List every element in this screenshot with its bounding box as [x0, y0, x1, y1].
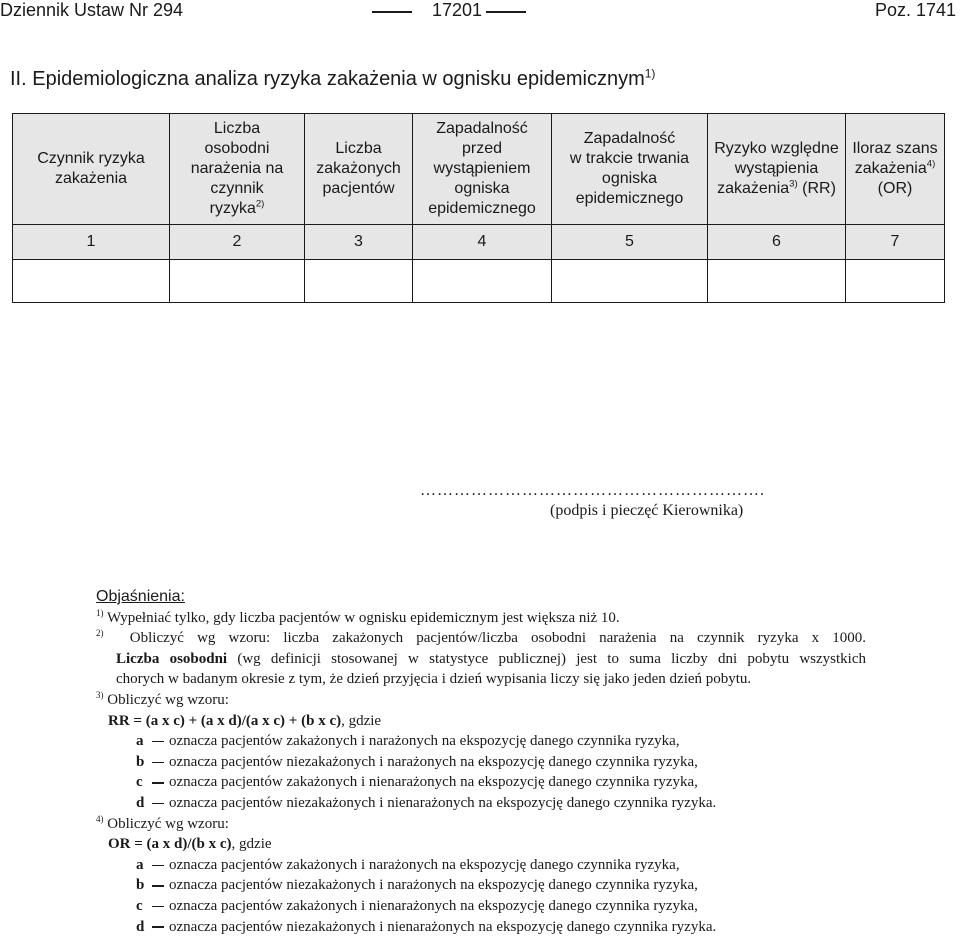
note-2-definition-cont: chorych w badanym okresie z tym, że dzień przyjęcia i dzień wypisania liczy się jako jeden dzień pobytu.	[116, 671, 752, 688]
section-title	[10, 68, 655, 91]
column-number: 3	[305, 225, 413, 260]
note-4-def-b: b oznacza pacjentów niezakażonych i narażonych na ekspozycję danego czynnika ryzyka,	[136, 877, 698, 894]
note-3: $^{3)}$ Obliczyć wg wzoru:	[96, 689, 229, 708]
journal-name: Dziennik Ustaw Nr 294	[0, 0, 184, 20]
page-number-dash-left	[372, 11, 412, 13]
explanatory-notes	[96, 587, 866, 937]
table-entry-row	[13, 260, 945, 303]
note-4-def-c: c oznacza pacjentów zakażonych i nienarażonych na ekspozycję danego czynnika ryzyka,	[136, 897, 698, 914]
section-title-footnote-ref: 1)	[644, 66, 656, 81]
section-title-text: II. Epidemiologiczna analiza ryzyka zakażenia w ognisku epidemicznym	[10, 68, 645, 90]
header-incidence-before: Zapadalność przed wystąpieniem ogniska epidemicznego	[413, 114, 552, 225]
column-number: 5	[552, 225, 708, 260]
column-number: 2	[170, 225, 305, 260]
note-3-def-a: a oznacza pacjentów zakażonych i narażonych na ekspozycję danego czynnika ryzyka,	[136, 733, 680, 750]
table-header-row	[13, 114, 945, 225]
entry-cell-infected-patients[interactable]	[305, 260, 413, 303]
note-4-formula: OR = (a x d)/(b x c), gdzie	[108, 836, 272, 853]
header-relative-risk: Ryzyko względne wystąpienia zakażenia$^{3)}$ (RR)	[708, 114, 846, 225]
note-4: $^{4)}$ Obliczyć wg wzoru:	[96, 813, 229, 832]
risk-analysis-table	[12, 113, 945, 303]
notes-heading: Objaśnienia:	[96, 588, 185, 605]
note-3-def-b: b oznacza pacjentów niezakażonych i narażonych na ekspozycję danego czynnika ryzyka,	[136, 753, 698, 770]
signature-line: …………………………………………………….	[420, 482, 765, 499]
table-column-numbers-row	[13, 225, 945, 260]
note-3-def-c: c oznacza pacjentów zakażonych i nienarażonych na ekspozycję danego czynnika ryzyka,	[136, 774, 698, 791]
signature-label: (podpis i pieczęć Kierownika)	[550, 502, 744, 519]
entry-cell-incidence-during[interactable]	[552, 260, 708, 303]
page-number: 17201	[432, 0, 483, 20]
column-number: 4	[413, 225, 552, 260]
entry-cell-risk-factor[interactable]	[13, 260, 170, 303]
note-3-formula: RR = (a x c) + (a x d)/(a x c) + (b x c), gdzie	[108, 712, 382, 729]
entry-cell-incidence-before[interactable]	[413, 260, 552, 303]
note-1: $^{1)}$ Wypełniać tylko, gdy liczba pacjentów w ognisku epidemicznym jest większa niż 10.	[96, 607, 620, 626]
header-exposure-person-days: Liczba osobodni narażenia na czynnik ryzyka$^{2)}$	[170, 114, 305, 225]
entry-cell-exposure-person-days[interactable]	[170, 260, 305, 303]
header-risk-factor: Czynnik ryzyka zakażenia	[13, 114, 170, 225]
note-2-definition: Liczba osobodni (wg definicji stosowanej w statystyce publicznej) jest to suma liczby dni pobytu wszystkich	[116, 650, 866, 667]
header-incidence-during: Zapadalność w trakcie trwania ogniska epidemicznego	[552, 114, 708, 225]
note-3-def-d: d oznacza pacjentów niezakażonych i nienarażonych na ekspozycję danego czynnika ryzyka.	[136, 794, 717, 811]
page-number-dash-right	[486, 11, 526, 13]
entry-cell-relative-risk[interactable]	[708, 260, 846, 303]
header-odds-ratio: Iloraz szans zakażenia$^{4)}$ (OR)	[846, 114, 945, 225]
column-number: 6	[708, 225, 846, 260]
entry-cell-odds-ratio[interactable]	[846, 260, 945, 303]
position-number: Poz. 1741	[874, 0, 956, 20]
note-2: $^{2)}$ Obliczyć wg wzoru: liczba zakażonych pacjentów/liczba osobodni narażenia na czynnik ryzyka x 1000.	[96, 628, 867, 647]
column-number: 1	[13, 225, 170, 260]
note-4-def-d: d oznacza pacjentów niezakażonych i nienarażonych na ekspozycję danego czynnika ryzyka.	[136, 918, 717, 935]
column-number: 7	[846, 225, 945, 260]
header-infected-patients: Liczba zakażonych pacjentów	[305, 114, 413, 225]
note-4-def-a: a oznacza pacjentów zakażonych i narażonych na ekspozycję danego czynnika ryzyka,	[136, 856, 680, 873]
